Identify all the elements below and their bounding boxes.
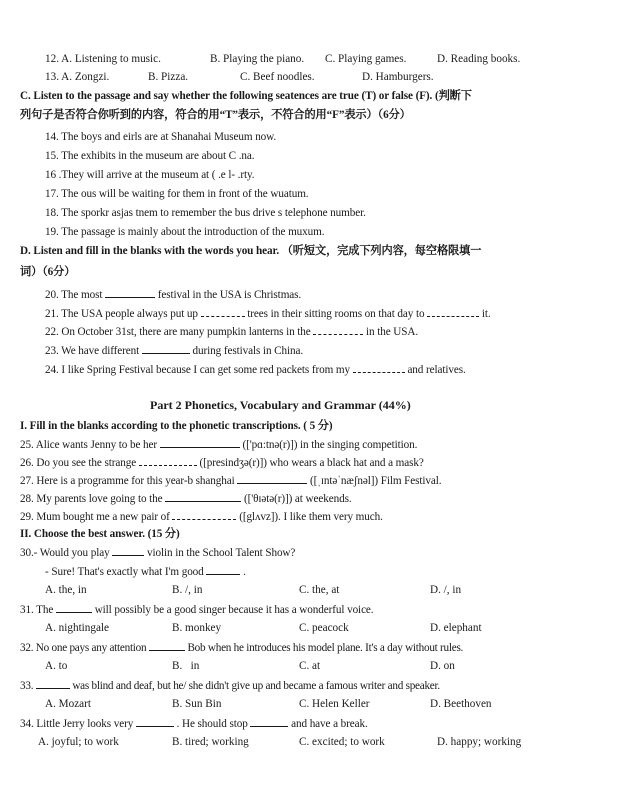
q22-text-a: 22. On October 31st, there are many pumpkin lanterns in the <box>45 326 311 338</box>
q24-text-b: and relatives. <box>407 364 466 376</box>
q12-option-b: B. Playing the piano. <box>210 53 305 65</box>
q27 <box>20 473 441 488</box>
q34-option-d[interactable]: D. happy; working <box>437 736 522 748</box>
q27-text-a: 27. Here is a programme for this year-b shanghai <box>20 475 235 487</box>
q21-text-c: it. <box>481 308 491 320</box>
q20-text-a: 20. The most <box>45 289 103 301</box>
q31-option-b[interactable]: B. monkey <box>172 622 222 634</box>
q24-text-a: 24. I like Spring Festival because I can get some red packets from my <box>45 364 351 376</box>
q28 <box>20 491 352 506</box>
q33-option-c[interactable]: C. Helen Keller <box>299 698 370 710</box>
q26-text-b: ([presindʒə(r)]) who wears a black hat and a mask? <box>199 457 424 469</box>
q21 <box>45 306 491 321</box>
q26-text-a: 26. Do you see the strange <box>20 457 137 469</box>
q22 <box>45 324 418 339</box>
q27-blank[interactable] <box>237 473 307 484</box>
q29-text-a: 29. Mum bought me a new pair of <box>20 511 170 523</box>
q30-text-a: 30.- Would you play <box>20 547 110 559</box>
q24-blank[interactable] <box>353 362 405 373</box>
q16: 16 .They will arrive at the museum at ( .e l- .rty. <box>45 169 255 181</box>
q34-option-a[interactable]: A. joyful; to work <box>38 736 119 748</box>
q12-option-a: 12. A. Listening to music. <box>45 53 161 65</box>
q34-text-b: . He should stop <box>176 718 248 730</box>
q31-text-b: will possibly be a good singer because it has a wonderful voice. <box>94 604 374 616</box>
q23-text-a: 23. We have different <box>45 345 140 357</box>
q26 <box>20 455 424 470</box>
q34 <box>20 716 368 731</box>
q31-option-d[interactable]: D. elephant <box>430 622 482 634</box>
q28-text-a: 28. My parents love going to the <box>20 493 163 505</box>
q20 <box>45 287 301 302</box>
q29-text-b: ([glʌvz]). I like them very much. <box>239 511 383 523</box>
q18: 18. The sporkr asjas tnem to remember the bus drive s telephone number. <box>45 207 366 219</box>
q30-option-c[interactable]: C. the, at <box>299 584 340 596</box>
q25 <box>20 437 417 452</box>
q34-blank-1[interactable] <box>136 716 174 727</box>
q22-blank[interactable] <box>313 324 363 335</box>
section-i-heading: I. Fill in the blanks according to the phonetic transcriptions. ( 5 分) <box>20 420 333 432</box>
q30-text-d: . <box>243 566 246 578</box>
q13-option-d: D. Hamburgers. <box>362 71 434 83</box>
q13-option-a: 13. A. Zongzi. <box>45 71 110 83</box>
q33-blank[interactable] <box>36 678 70 689</box>
q25-text-b: (['pɑ:tnə(r)]) in the singing competition. <box>242 439 418 451</box>
q21-blank-1[interactable] <box>201 306 245 317</box>
q21-blank-2[interactable] <box>427 306 479 317</box>
q34-text-c: and have a break. <box>291 718 368 730</box>
q33-option-b[interactable]: B. Sun Bin <box>172 698 222 710</box>
q32-blank[interactable] <box>149 640 185 651</box>
q30-blank-1[interactable] <box>112 545 144 556</box>
q21-text-a: 21. The USA people always put up <box>45 308 198 320</box>
q25-blank[interactable] <box>160 437 240 448</box>
q31-text-a: 31. The <box>20 604 54 616</box>
q32-text-b: Bob when he introduces his model plane. It's a day without rules. <box>187 642 464 654</box>
q34-option-b[interactable]: B. tired; working <box>172 736 249 748</box>
q12-option-d: D. Reading books. <box>437 53 521 65</box>
q31-option-a[interactable]: A. nightingale <box>45 622 110 634</box>
q30-text-c: - Sure! That's exactly what I'm good <box>45 566 204 578</box>
q30-option-a[interactable]: A. the, in <box>45 584 87 596</box>
q28-text-b: (['θɪətə(r)]) at weekends. <box>243 493 352 505</box>
section-d-heading: D. Listen and fill in the blanks with the words you hear. （听短文，完成下列内容，每空格限填一 <box>20 245 482 257</box>
q33 <box>20 678 440 693</box>
part2-title: Part 2 Phonetics, Vocabulary and Grammar (44%) <box>150 398 411 412</box>
q28-blank[interactable] <box>165 491 241 502</box>
q13-option-b: B. Pizza. <box>148 71 189 83</box>
q19: 19. The passage is mainly about the introduction of the muxum. <box>45 226 325 238</box>
q30-blank-2[interactable] <box>206 564 240 575</box>
q32-option-a[interactable]: A. to <box>45 660 68 672</box>
q34-option-c[interactable]: C. excited; to work <box>299 736 385 748</box>
q33-text-a: 33. <box>20 680 34 692</box>
q33-option-a[interactable]: A. Mozart <box>45 698 91 710</box>
q29 <box>20 509 383 524</box>
q23-text-b: during festivals in China. <box>192 345 304 357</box>
section-c-heading-cont: 列句子是否符合你听到的内容，符合的用“T”表示，不符合的用“F”表示）（6分） <box>20 109 411 121</box>
q23 <box>45 343 303 358</box>
q17: 17. The ous will be waiting for them in front of the wuatum. <box>45 188 309 200</box>
q15: 15. The exhibits in the museum are about C .na. <box>45 150 255 162</box>
section-c-heading: C. Listen to the passage and say whether the following seatences are true (T) or false (F). (判断下 <box>20 90 472 102</box>
q24 <box>45 362 466 377</box>
q20-blank[interactable] <box>105 287 155 298</box>
q31 <box>20 602 374 617</box>
q31-option-c[interactable]: C. peacock <box>299 622 349 634</box>
q23-blank[interactable] <box>142 343 190 354</box>
q32-option-b[interactable]: B. in <box>172 660 200 672</box>
q33-text-b: was blind and deaf, but he/ she didn't give up and became a famous writer and speaker. <box>72 680 440 692</box>
q12-option-c: C. Playing games. <box>325 53 407 65</box>
q31-blank[interactable] <box>56 602 92 613</box>
q22-text-b: in the USA. <box>366 326 419 338</box>
section-d-heading-cont: 词）（6分） <box>20 266 76 278</box>
q34-blank-2[interactable] <box>250 716 288 727</box>
q32-text-a: 32. No one pays any attention <box>20 642 147 654</box>
q30-option-d[interactable]: D. /, in <box>430 584 462 596</box>
q32 <box>20 640 463 655</box>
q25-text-a: 25. Alice wants Jenny to be her <box>20 439 158 451</box>
q30 <box>20 545 295 560</box>
q33-option-d[interactable]: D. Beethoven <box>430 698 492 710</box>
q26-blank[interactable] <box>139 455 197 466</box>
q34-text-a: 34. Little Jerry looks very <box>20 718 134 730</box>
q30-reply <box>45 564 246 579</box>
q27-text-b: ([ˌɪntəˈnæʃnəl]) Film Festival. <box>310 475 442 487</box>
q20-text-b: festival in the USA is Christmas. <box>157 289 302 301</box>
q32-option-c[interactable]: C. at <box>299 660 321 672</box>
q21-text-b: trees in their sitting rooms on that day to <box>247 308 425 320</box>
q14: 14. The boys and eirls are at Shanahai Museum now. <box>45 131 277 143</box>
q29-blank[interactable] <box>172 509 236 520</box>
section-ii-heading: II. Choose the best answer. (15 分) <box>20 528 180 540</box>
q32-option-d[interactable]: D. on <box>430 660 455 672</box>
q30-text-b: violin in the School Talent Show? <box>147 547 296 559</box>
q13-option-c: C. Beef noodles. <box>240 71 315 83</box>
q30-option-b[interactable]: B. /, in <box>172 584 203 596</box>
